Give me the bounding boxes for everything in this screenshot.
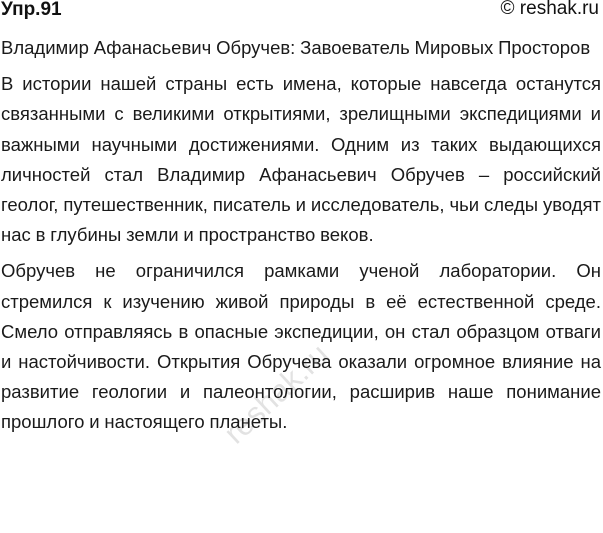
paragraph-2: Обручев не ограничился рамками ученой лаборатории. Он стремился к изучению живой природы в её естественной среде. Смело отправляясь в опасные экспедиции, он стал образцом отваги и настойчивости. Открытия Обручева оказали огромное влияние на развитие геологии и палеонтологии, расширив наше понимание прошлого и настоящего планеты.	[1, 260, 601, 433]
paragraph-1: В истории нашей страны есть имена, которые навсегда останутся связанными с великими открытиями, зрелищными экспедициями и важными научными достижениями. Одним из таких выдающихся личностей стал Владимир Афанасьевич Обручев – российский геолог, путешественник, писатель и исследователь, чьи следы уводят нас в глубины земли и пространство веков.	[1, 73, 601, 246]
document-title: Владимир Афанасьевич Обручев: Завоеватель Мировых Просторов	[1, 37, 591, 58]
document-body	[1, 33, 601, 444]
reshak-watermark: reshak.ru	[217, 336, 336, 451]
site-brand: © reshak.ru	[500, 0, 599, 19]
page-header	[1, 0, 601, 22]
exercise-label: Упр.91	[1, 0, 62, 20]
